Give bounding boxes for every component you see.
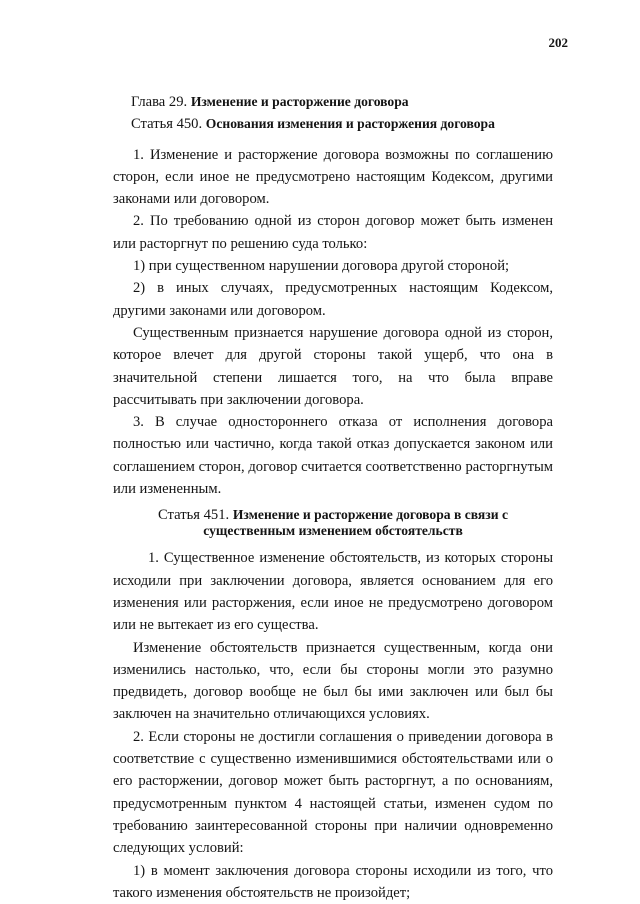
document-body xyxy=(113,91,553,904)
article-451-title-line1: Изменение и расторжение договора в связи с xyxy=(233,507,508,522)
article-450-paragraph: 2. По требованию одной из сторон договор может быть изменен или расторгнут по решению суда только: xyxy=(113,210,553,255)
chapter-title: Изменение и расторжение договора xyxy=(191,94,409,109)
chapter-prefix: Глава 29. xyxy=(131,94,187,110)
chapter-heading xyxy=(113,91,553,113)
article-450-paragraph: Существенным признается нарушение договора одной из сторон, которое влечет для другой стороны такой ущерб, что она в значительной степени лишается того, на что была вправе рассчитывать при заключении договора. xyxy=(113,322,553,411)
article-450-paragraph: 3. В случае одностороннего отказа от исполнения договора полностью или частично, когда такой отказ допускается законом или соглашением сторон, договор считается соответственно расторгнутым или измененным. xyxy=(113,411,553,500)
article-450-paragraph: 1. Изменение и расторжение договора возможны по соглашению сторон, если иное не предусмотрено настоящим Кодексом, другими законами или договором. xyxy=(113,144,553,211)
article-451-heading-line2 xyxy=(113,523,553,539)
article-451-heading-line1 xyxy=(113,507,553,523)
article-450-prefix: Статья 450. xyxy=(131,116,202,132)
article-450-paragraph: 2) в иных случаях, предусмотренных настоящим Кодексом, другими законами или договором. xyxy=(113,277,553,322)
article-450-title: Основания изменения и расторжения договора xyxy=(206,116,495,131)
article-451-heading xyxy=(113,507,553,539)
article-451-paragraph: 1. Существенное изменение обстоятельств, из которых стороны исходили при заключении договора, является основанием для его изменения или расторжения, если иное не предусмотрено договором или не вытекает из его существа. xyxy=(113,547,553,636)
page-number: 202 xyxy=(510,35,568,51)
article-451-paragraph: 2. Если стороны не достигли соглашения о приведении договора в соответствие с существенно изменившимися обстоятельствами или о его расторжении, договор может быть расторгнут, а по основаниям, предусмотренным пунктом 4 настоящей статьи, изменен судом по требованию заинтересованной стороны при наличии одновременно следующих условий: xyxy=(113,726,553,860)
article-451-prefix: Статья 451. xyxy=(158,507,229,523)
article-451-paragraph: 1) в момент заключения договора стороны исходили из того, что такого изменения обстоятельств не произойдет; xyxy=(113,860,553,904)
article-451-title-line2: существенным изменением обстоятельств xyxy=(203,523,463,538)
article-450-heading xyxy=(113,113,553,135)
article-451-paragraph: Изменение обстоятельств признается существенным, когда они изменились настолько, что, если бы стороны могли это разумно предвидеть, договор вообще не был бы ими заключен или был бы заключен на значительно отличающихся условиях. xyxy=(113,637,553,726)
article-450-paragraph: 1) при существенном нарушении договора другой стороной; xyxy=(113,255,553,277)
